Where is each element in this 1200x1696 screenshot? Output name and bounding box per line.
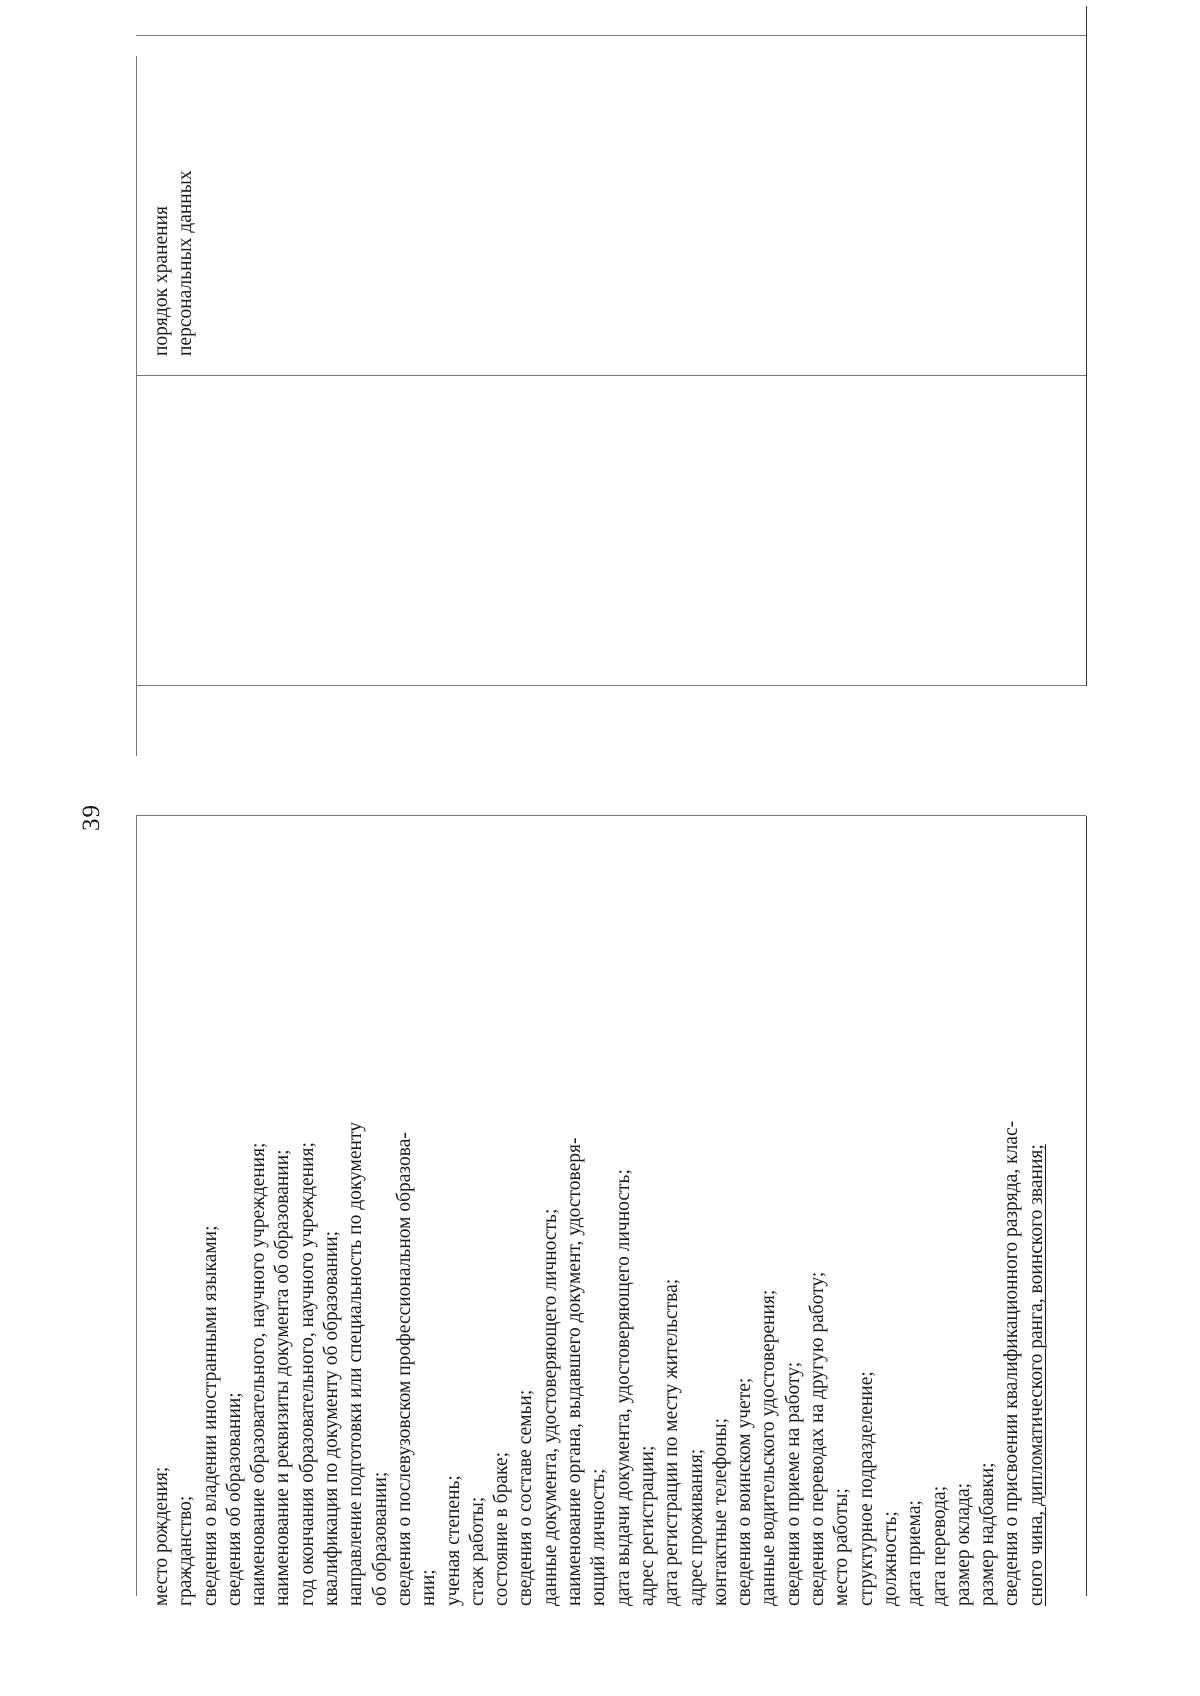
column-divider: [136, 685, 1086, 686]
list-item: сведения о переводах на другую работу;: [807, 1271, 829, 1606]
page-number: 39: [78, 804, 105, 831]
list-item: сведения о владении иностранными языками;: [199, 1225, 221, 1606]
list-item: дата приема;: [904, 1500, 926, 1606]
list-item: адрес регистрации;: [636, 1445, 658, 1606]
list-item: сного чина, дипломатического ранга, воинского звания;: [1025, 1144, 1047, 1606]
list-item: год окончания образовательного, научного учреждения;: [296, 1142, 318, 1606]
list-item: сведения об образовании;: [223, 1392, 245, 1606]
list-item: сведения о приеме на работу;: [782, 1361, 804, 1606]
list-item: квалификация по документу об образовании;: [321, 1230, 343, 1606]
list-item: ученая степень;: [442, 1475, 464, 1606]
list-item: гражданство;: [175, 1495, 197, 1606]
list-item: размер оклада;: [952, 1482, 974, 1606]
list-item: направление подготовки или специальность по документу: [345, 1122, 367, 1606]
list-item: данные документа, удостоверяющего личность;: [539, 1208, 561, 1606]
table-rule-top: [136, 816, 137, 1596]
list-item: дата перевода;: [928, 1485, 950, 1606]
list-item: структурное подразделение;: [855, 1371, 877, 1606]
list-item: наименование органа, выдавшего документ, удостоверя-: [564, 1137, 586, 1606]
list-item: место рождения;: [151, 1466, 172, 1606]
list-item: стаж работы;: [466, 1496, 488, 1606]
personal-data-list: [150, 826, 1049, 1606]
list-item: сведения о послевузовском профессиональном образова-: [393, 1132, 415, 1606]
list-item: сведения о воинском учете;: [734, 1377, 756, 1606]
list-item: адрес проживания;: [685, 1448, 707, 1606]
table-rule-bottom-right: [1086, 6, 1087, 686]
table-rule-top-right: [136, 56, 137, 756]
list-item: сведения о составе семьи;: [515, 1389, 537, 1606]
list-item: состояние в браке;: [491, 1451, 513, 1606]
column-divider: [136, 375, 1086, 376]
list-item: сведения о присвоении квалификационного разряда, клас-: [1001, 1120, 1023, 1606]
column-divider: [136, 815, 1086, 816]
list-item: место работы;: [831, 1488, 853, 1606]
list-item: наименование образовательного, научного учреждения;: [248, 1142, 270, 1606]
column-divider: [136, 35, 1086, 36]
header-line: персональных данных: [175, 170, 197, 356]
list-item: дата регистрации по месту жительства;: [661, 1278, 683, 1606]
list-item: наименование и реквизиты документа об образовании;: [272, 1149, 294, 1606]
list-item: дата выдачи документа, удостоверяющего личность;: [612, 1169, 634, 1606]
list-item: данные водительского удостоверения;: [758, 1289, 780, 1606]
list-item: нии;: [418, 1569, 440, 1606]
list-item: размер надбавки;: [977, 1462, 999, 1606]
list-item: контактные телефоны;: [709, 1417, 731, 1606]
list-item: об образовании;: [369, 1471, 391, 1606]
table-rule-bottom: [1086, 816, 1087, 1596]
storage-order-header: [150, 170, 199, 356]
header-line: порядок хранения: [151, 205, 172, 356]
list-item: должность;: [879, 1511, 901, 1606]
list-item: ющий личность;: [588, 1468, 610, 1606]
